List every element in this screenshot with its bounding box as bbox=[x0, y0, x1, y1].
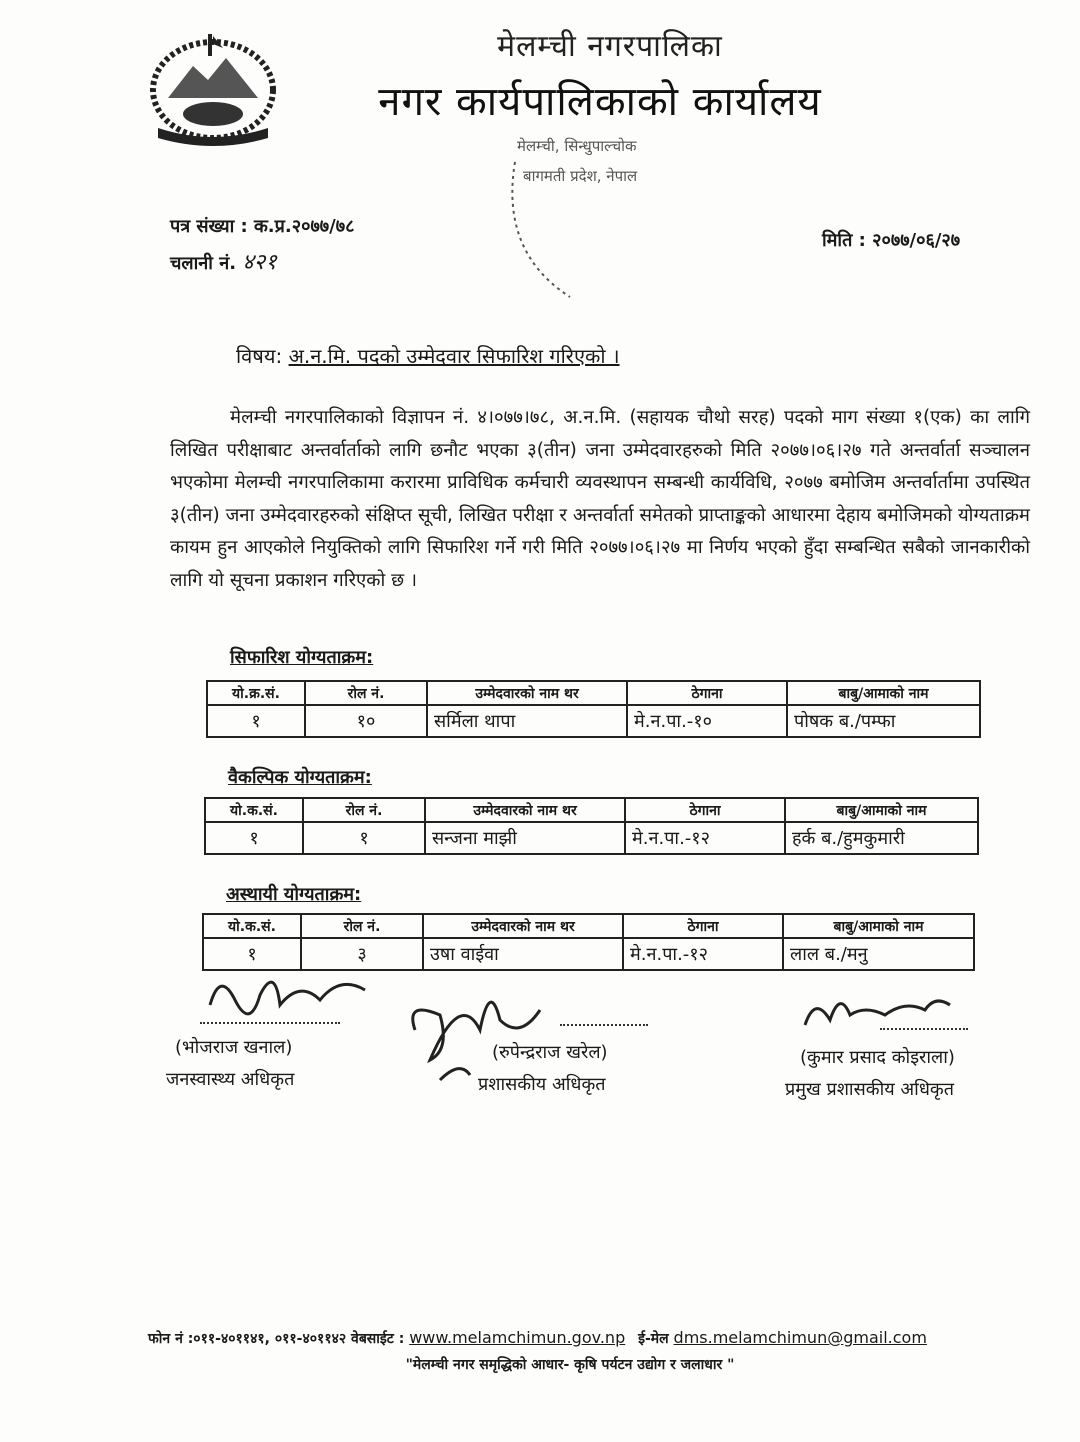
letter-date bbox=[822, 228, 960, 252]
temporary-merit-title: अस्थायी योग्यताक्रम: bbox=[226, 884, 362, 905]
recommended-merit-title: सिफारिश योग्यताक्रम: bbox=[230, 647, 374, 668]
col-parents: बाबु/आमाको नाम bbox=[783, 914, 974, 938]
cell-roll: १ bbox=[303, 822, 425, 854]
date-label: मिति : bbox=[822, 230, 866, 251]
col-roll: रोल नं. bbox=[301, 914, 423, 938]
footer-email-link[interactable]: dms.melamchimun@gmail.com bbox=[673, 1328, 927, 1347]
table-header-row bbox=[207, 681, 980, 705]
col-parents: बाबु/आमाको नाम bbox=[785, 798, 978, 822]
signatory-1-title: जनस्वास्थ्य अधिकृत bbox=[166, 1069, 295, 1090]
signature-2-line bbox=[560, 1022, 648, 1026]
signatory-2-title: प्रशासकीय अधिकृत bbox=[478, 1074, 606, 1095]
table-header-row bbox=[205, 798, 978, 822]
signature-1-line bbox=[200, 1020, 340, 1024]
cell-address: मे.न.पा.-१२ bbox=[625, 822, 785, 854]
cell-name: उषा वाईवा bbox=[423, 938, 623, 970]
col-name: उम्मेदवारको नाम थर bbox=[423, 914, 623, 938]
alternate-merit-title: वैकल्पिक योग्यताक्रम: bbox=[228, 767, 372, 788]
signatory-2-name: (रुपेन्द्रराज खरेल) bbox=[492, 1042, 608, 1063]
body-paragraph: मेलम्ची नगरपालिकाको विज्ञापन नं. ४।०७७।७८, अ.न.मि. (सहायक चौथो सरह) पदको माग संख्या १(एक) का लागि लिखित परीक्षाबाट अन्तर्वार्ताको लागि छनौट भएका ३(तीन) जना उम्मेदवारहरुको मिति २०७७।०६।२७ गते अन्तर्वार्ता सञ्चालन भएकोमा मेलम्ची नगरपालिकामा करारमा प्राविधिक कर्मचारी व्यवस्थापन सम्बन्धी कार्यविधि, २०७७ बमोजिम अन्तर्वार्तामा उपस्थित ३(तीन) जना उम्मेदवारहरुको संक्षिप्त सूची, लिखित परीक्षा र अन्तर्वार्ता समेतको प्राप्ताङ्कको आधारमा देहाय बमोजिमको योग्यताक्रम कायम हुन आएकोले नियुक्तिको लागि सिफारिश गर्ने गरी मिति २०७७।०६।२७ मा निर्णय भएको हुँदा सम्बन्धित सबैको जानकारीको लागि यो सूचना प्रकाशन गरिएको छ । bbox=[170, 407, 1030, 591]
dispatch-number-value: ४२१ bbox=[242, 250, 277, 275]
stamp-line-1: मेलम्ची, सिन्धुपाल्चोक bbox=[517, 137, 637, 155]
date-value: २०७७/०६/२७ bbox=[872, 230, 961, 251]
signatory-3-name: (कुमार प्रसाद कोइराला) bbox=[800, 1047, 955, 1068]
cell-parents: पोषक ब./पम्फा bbox=[787, 705, 980, 737]
cell-parents: हर्क ब./हुमकुमारी bbox=[785, 822, 978, 854]
footer-email-label: ई-मेल bbox=[638, 1331, 669, 1347]
col-serial: यो.क्र.सं. bbox=[207, 681, 305, 705]
subject-label: विषय: bbox=[236, 344, 283, 368]
signature-3-icon bbox=[795, 985, 965, 1040]
col-address: ठेगाना bbox=[625, 798, 785, 822]
col-roll: रोल नं. bbox=[305, 681, 427, 705]
col-name: उम्मेदवारको नाम थर bbox=[427, 681, 627, 705]
cell-roll: १० bbox=[305, 705, 427, 737]
office-stamp bbox=[495, 132, 695, 307]
subject-text: अ.न.मि. पदको उम्मेदवार सिफारिश गरिएको । bbox=[288, 344, 620, 368]
col-parents: बाबु/आमाको नाम bbox=[787, 681, 980, 705]
cell-parents: लाल ब./मनु bbox=[783, 938, 974, 970]
alternate-merit-table bbox=[204, 797, 979, 855]
office-name: नगर कार्यपालिकाको कार्यालय bbox=[378, 79, 822, 125]
cell-address: मे.न.पा.-१० bbox=[627, 705, 787, 737]
col-address: ठेगाना bbox=[627, 681, 787, 705]
footer-phone: फोन नं :०११-४०११४१, ०११-४०११४२ वेबसाईट : bbox=[148, 1331, 405, 1347]
col-address: ठेगाना bbox=[623, 914, 783, 938]
table-header-row bbox=[203, 914, 974, 938]
cell-name: सन्जना माझी bbox=[425, 822, 625, 854]
col-name: उम्मेदवारको नाम थर bbox=[425, 798, 625, 822]
col-roll: रोल नं. bbox=[303, 798, 425, 822]
signatory-3-title: प्रमुख प्रशासकीय अधिकृत bbox=[785, 1079, 954, 1100]
signature-3-line bbox=[880, 1026, 968, 1030]
letter-number-value: क.प्र.२०७७/७८ bbox=[253, 216, 355, 237]
government-emblem-icon bbox=[138, 28, 288, 146]
col-serial: यो.क.सं. bbox=[205, 798, 303, 822]
cell-name: सर्मिला थापा bbox=[427, 705, 627, 737]
dispatch-number-label: चलानी नं. bbox=[170, 253, 237, 274]
subject-line bbox=[236, 342, 620, 369]
signatory-1-name: (भोजराज खनाल) bbox=[175, 1037, 293, 1058]
col-serial: यो.क.सं. bbox=[203, 914, 301, 938]
cell-serial: १ bbox=[203, 938, 301, 970]
cell-serial: १ bbox=[207, 705, 305, 737]
stamp-line-2: बागमती प्रदेश, नेपाल bbox=[523, 167, 638, 185]
letter-number bbox=[170, 214, 354, 238]
footer-contact bbox=[148, 1328, 927, 1348]
footer-motto: "मेलम्ची नगर समृद्धिको आधार- कृषि पर्यटन उद्योग र जलाधार " bbox=[405, 1357, 735, 1373]
cell-serial: १ bbox=[205, 822, 303, 854]
letter-number-label: पत्र संख्या : bbox=[170, 216, 248, 237]
cell-address: मे.न.पा.-१२ bbox=[623, 938, 783, 970]
footer-website-link[interactable]: www.melamchimun.gov.np bbox=[409, 1328, 626, 1347]
dispatch-number bbox=[170, 246, 277, 276]
municipality-name: मेलम्ची नगरपालिका bbox=[497, 29, 723, 64]
table-row bbox=[207, 705, 980, 737]
recommended-merit-table bbox=[206, 680, 981, 738]
table-row bbox=[205, 822, 978, 854]
cell-roll: ३ bbox=[301, 938, 423, 970]
